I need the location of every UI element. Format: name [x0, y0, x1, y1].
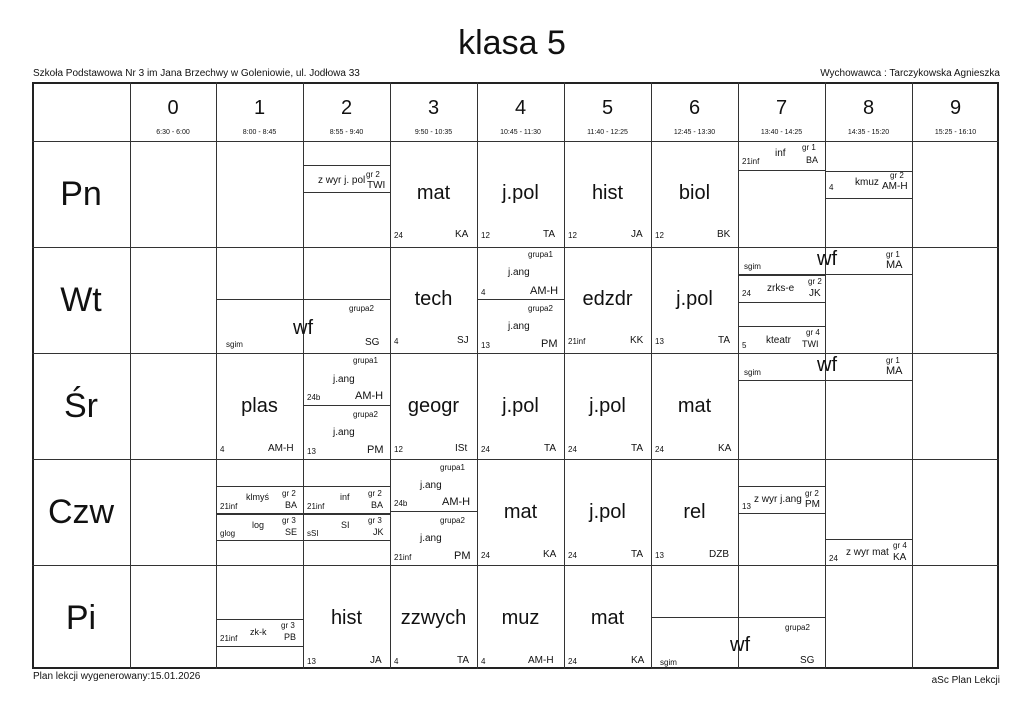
lesson-subject: zrks-e: [767, 283, 795, 294]
lesson-teacher: TA: [543, 229, 556, 240]
hour-header-0: [130, 96, 216, 136]
lesson-room: 4: [481, 657, 486, 666]
hour-number: 1: [253, 97, 266, 119]
lesson-group: grupa2: [785, 623, 810, 632]
lesson-teacher: TA: [457, 655, 470, 666]
hour-number: 8: [862, 97, 875, 119]
lesson-teacher: KA: [543, 549, 557, 560]
lesson-group: gr 1: [886, 250, 900, 259]
lesson-group: gr 2: [808, 277, 822, 286]
lesson-group: grupa2: [440, 516, 465, 525]
lesson-room: 21inf: [568, 337, 586, 346]
lesson-room: 24: [481, 551, 490, 560]
lesson-subject: j.ang: [333, 427, 355, 438]
lesson-room: sgim: [226, 340, 243, 349]
lesson-subject: mat: [677, 395, 712, 417]
hour-time: 6:30 - 6:00: [156, 129, 190, 136]
lesson-group: gr 1: [886, 356, 900, 365]
lesson-teacher: PB: [284, 632, 297, 642]
lesson-subject: geogr: [407, 395, 460, 417]
software-credit: aSc Plan Lekcji: [931, 675, 1000, 686]
lesson-group: gr 2: [890, 171, 904, 180]
lesson-teacher: JK: [809, 288, 821, 299]
hour-number: 5: [601, 97, 614, 119]
lesson-subject: j.pol: [589, 395, 626, 417]
lesson-subject: j.ang: [420, 480, 442, 491]
lesson-subject: inf: [340, 492, 350, 502]
lesson-subject: kmuz: [855, 177, 879, 188]
lesson-room: 4: [394, 657, 399, 666]
lesson-room: 12: [655, 231, 664, 240]
lesson-group: grupa1: [440, 463, 465, 472]
lesson-teacher: KA: [631, 655, 645, 666]
lesson-subject: z wyr mat: [846, 547, 889, 558]
lesson-group: grupa1: [528, 250, 553, 259]
hour-header-2: [303, 96, 390, 136]
lesson-subject: mat: [416, 182, 451, 204]
lesson-teacher: TWI: [367, 180, 386, 191]
lesson-teacher: BA: [806, 155, 819, 165]
lesson-room: sgim: [744, 262, 761, 271]
lesson-subject: zzwych: [400, 607, 467, 629]
column-divider: [564, 82, 565, 669]
lesson-room: 24: [568, 657, 577, 666]
lesson-group: grupa1: [353, 356, 378, 365]
lesson-room: 13: [655, 551, 664, 560]
school-name: Szkoła Podstawowa Nr 3 im Jana Brzechwy w Goleniowie, ul. Jodłowa 33: [33, 68, 360, 79]
lesson-room: sSI: [307, 529, 319, 538]
lesson-room: glog: [220, 529, 236, 538]
lesson-group: gr 2: [366, 170, 380, 179]
generated-date: Plan lekcji wygenerowany:15.01.2026: [33, 671, 201, 682]
lesson-group: gr 3: [281, 621, 295, 630]
lesson-room: sgim: [744, 368, 761, 377]
lesson-room: 5: [742, 341, 747, 350]
lesson-teacher: AM-H: [268, 443, 294, 454]
hour-header-4: [477, 96, 564, 136]
day-label-sr: Śr: [64, 387, 98, 425]
lesson-teacher: JA: [370, 655, 382, 666]
lesson-teacher: TA: [718, 335, 731, 346]
lesson-room: 24: [568, 445, 577, 454]
lesson-teacher: BA: [285, 500, 298, 510]
hour-time: 8:55 - 9:40: [329, 129, 364, 136]
class-tutor: Wychowawca : Tarczykowska Agnieszka: [820, 68, 1000, 79]
lesson-teacher: AM-H: [355, 390, 384, 402]
lesson-room: 21inf: [220, 502, 238, 511]
page-title: klasa 5: [458, 24, 566, 62]
lesson-room: 13: [742, 502, 751, 511]
lesson-subject: mat: [590, 607, 625, 629]
lesson-subject: j.ang: [333, 374, 355, 385]
lesson-room: 24b: [307, 393, 321, 402]
lesson-teacher: DZB: [709, 549, 729, 560]
hour-header-9: [912, 96, 999, 136]
lesson-subject: hist: [591, 182, 624, 204]
lesson-subject: j.ang: [508, 321, 530, 332]
lesson-group: grupa2: [353, 410, 378, 419]
lesson-teacher: ISt: [455, 443, 468, 454]
lesson-room: 13: [307, 657, 316, 666]
lesson-room: 24: [829, 554, 838, 563]
lesson-teacher: AM-H: [530, 285, 559, 297]
lesson-room: 24: [394, 231, 403, 240]
column-divider: [651, 82, 652, 669]
lesson-subject: inf: [775, 148, 786, 159]
lesson-room: 4: [829, 183, 834, 192]
lesson-subject: j.ang: [420, 533, 442, 544]
lesson-room: 24b: [394, 499, 408, 508]
lesson-room: sgim: [660, 658, 677, 667]
lesson-teacher: BA: [371, 500, 384, 510]
lesson-room: 24: [655, 445, 664, 454]
lesson-teacher: JK: [373, 527, 384, 537]
day-label-pn: Pn: [60, 175, 102, 213]
lesson-room: 12: [481, 231, 490, 240]
lesson-subject: wf: [817, 354, 837, 376]
lesson-subject: plas: [241, 395, 278, 417]
lesson-subject: kteatr: [766, 335, 792, 346]
lesson-teacher: MA: [886, 259, 903, 271]
hour-header-1: [216, 96, 303, 136]
hour-number: 2: [340, 97, 353, 119]
row-divider: [32, 141, 999, 142]
lesson-group: gr 4: [893, 541, 907, 550]
hour-time: 11:40 - 12:25: [587, 129, 628, 136]
hour-number: 9: [949, 97, 962, 119]
lesson-teacher: AM-H: [442, 496, 471, 508]
lesson-subject: j.pol: [502, 395, 539, 417]
hour-number: 6: [688, 97, 701, 119]
lesson-room: 12: [568, 231, 577, 240]
lesson-teacher: TA: [544, 443, 557, 454]
lesson-teacher: TWI: [802, 339, 819, 349]
lesson-subject: zk-k: [250, 627, 267, 637]
lesson-subject: j.pol: [502, 182, 539, 204]
lesson-subject: hist: [330, 607, 363, 629]
lesson-group: gr 3: [282, 516, 296, 525]
lesson-group: gr 3: [368, 516, 382, 525]
lesson-subject: edzdr: [582, 288, 633, 310]
lesson-teacher: KA: [718, 443, 732, 454]
column-divider: [216, 82, 217, 669]
lesson-group: gr 2: [282, 489, 296, 498]
lesson-teacher: PM: [541, 338, 558, 350]
lesson-teacher: AM-H: [528, 655, 554, 666]
lesson-room: 21inf: [220, 634, 238, 643]
lesson-subject: mat: [503, 501, 538, 523]
hour-time: 10:45 - 11:30: [500, 129, 541, 136]
lesson-teacher: BK: [717, 229, 731, 240]
day-label-pi: Pi: [65, 599, 97, 637]
column-divider: [477, 82, 478, 669]
day-label-wt: Wt: [60, 281, 102, 319]
lesson-subject: rel: [683, 501, 706, 523]
lesson-subject: z wyr j. pol: [318, 175, 366, 186]
lesson-room: 12: [394, 445, 403, 454]
lesson-teacher: PM: [805, 499, 820, 510]
lesson-teacher: PM: [454, 550, 471, 562]
lesson-teacher: PM: [367, 444, 384, 456]
lesson-teacher: AM-H: [882, 181, 908, 192]
lesson-subject: j.pol: [589, 501, 626, 523]
lesson-room: 21inf: [307, 502, 325, 511]
lesson-subject: wf: [293, 317, 313, 339]
lesson-group: gr 2: [368, 489, 382, 498]
hour-header-3: [390, 96, 477, 136]
hour-time: 9:50 - 10:35: [414, 129, 453, 136]
lesson-teacher: KK: [630, 335, 644, 346]
day-label-czw: Czw: [47, 493, 115, 531]
lesson-teacher: SG: [365, 337, 380, 348]
lesson-subject: wf: [817, 248, 837, 270]
lesson-room: 4: [220, 445, 225, 454]
hour-number: 3: [427, 97, 440, 119]
lesson-room: 4: [394, 337, 399, 346]
hour-number: 7: [775, 97, 788, 119]
lesson-teacher: SG: [800, 655, 815, 666]
lesson-subject: log: [252, 520, 265, 530]
lesson-group: gr 4: [806, 328, 820, 337]
lesson-group: grupa2: [528, 304, 553, 313]
hour-header-5: [564, 96, 651, 136]
lesson-subject: klmyś: [246, 492, 269, 502]
lesson-subject: biol: [678, 182, 711, 204]
hour-number: 4: [514, 97, 527, 119]
lesson-room: 24: [481, 445, 490, 454]
hour-header-6: [651, 96, 738, 136]
lesson-teacher: TA: [631, 549, 644, 560]
lesson-subject: z wyr j.ang: [754, 494, 802, 505]
lesson-subject: muz: [501, 607, 540, 629]
hour-time: 15:25 - 16:10: [934, 129, 977, 136]
hour-header-8: [825, 96, 912, 136]
hour-time: 8:00 - 8:45: [242, 129, 277, 136]
lesson-subject: SI: [341, 520, 350, 530]
lesson-teacher: KA: [455, 229, 469, 240]
lesson-room: 21inf: [394, 553, 412, 562]
lesson-room: 24: [742, 289, 751, 298]
lesson-teacher: JA: [631, 229, 643, 240]
lesson-subject: tech: [414, 288, 453, 310]
lesson-room: 24: [568, 551, 577, 560]
hour-number: 0: [167, 97, 179, 119]
lesson-room: 4: [481, 288, 486, 297]
lesson-room: 13: [307, 447, 316, 456]
lesson-room: 21inf: [742, 157, 760, 166]
lesson-subject: j.ang: [508, 267, 530, 278]
lesson-teacher: SE: [285, 527, 298, 537]
lesson-group: gr 2: [805, 489, 819, 498]
column-divider: [130, 82, 131, 669]
lesson-room: 13: [481, 341, 490, 350]
lesson-group: grupa2: [349, 304, 374, 313]
lesson-group: gr 1: [802, 143, 816, 152]
hour-time: 14:35 - 15:20: [847, 129, 890, 136]
lesson-room: 13: [655, 337, 664, 346]
lesson-subject: j.pol: [676, 288, 713, 310]
hour-time: 12:45 - 13:30: [673, 129, 716, 136]
lesson-teacher: TA: [631, 443, 644, 454]
lesson-subject: wf: [730, 634, 750, 656]
hour-header-7: [738, 96, 825, 136]
lesson-teacher: KA: [893, 552, 907, 563]
hour-time: 13:40 - 14:25: [760, 129, 803, 136]
row-divider: [32, 459, 999, 460]
lesson-teacher: MA: [886, 365, 903, 377]
lesson-teacher: SJ: [457, 335, 469, 346]
